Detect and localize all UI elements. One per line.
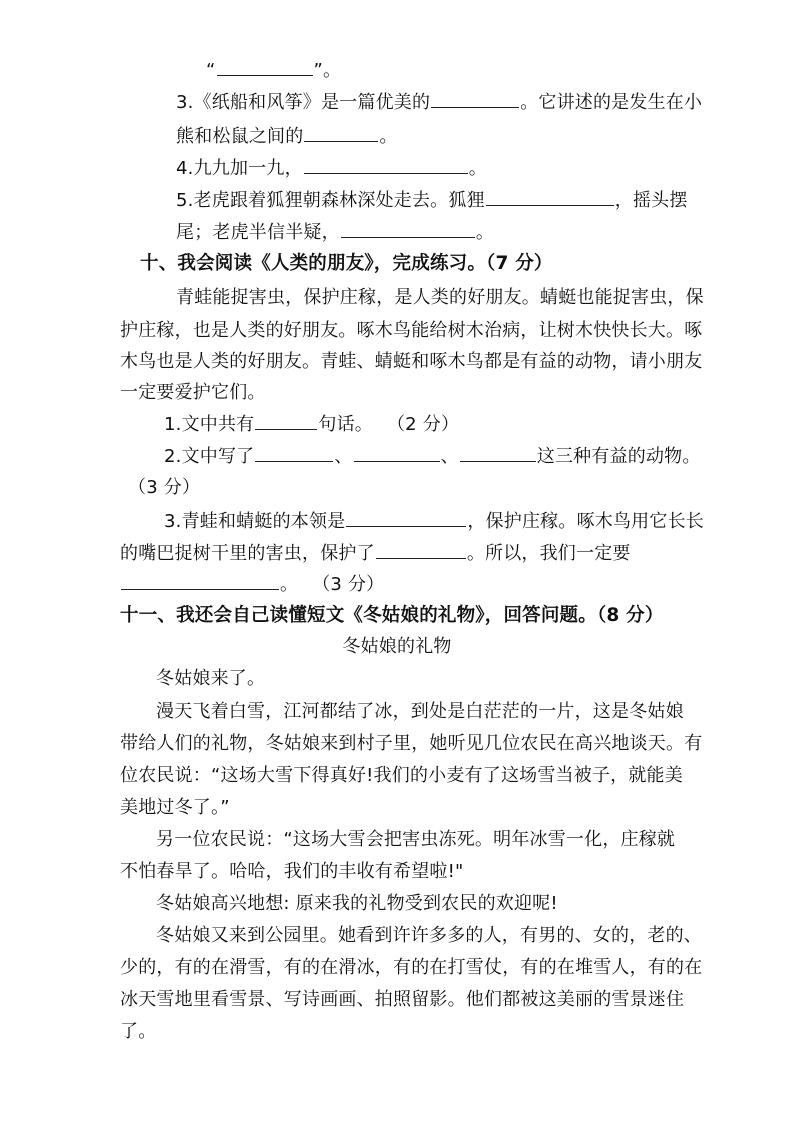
section11-heading: 十一、我还会自己读懂短文《冬姑娘的礼物》，回答问题。（8 分） — [120, 605, 664, 626]
answer-blank[interactable] — [121, 571, 279, 590]
answer-blank[interactable] — [304, 123, 378, 142]
q1-line — [164, 411, 459, 438]
q1-prefix: 1.文中共有 — [164, 414, 255, 435]
answer-blank[interactable] — [346, 508, 466, 527]
q1-suffix: 句话。 — [318, 414, 373, 435]
answer-blank[interactable] — [354, 443, 440, 462]
passage-line: 一定要爱护它们。 — [120, 382, 266, 403]
item3-middle: 。它讲述的是发生在小 — [520, 92, 703, 113]
quote-close: ”。 — [313, 60, 342, 81]
q2-prefix: 2.文中写了 — [164, 446, 255, 467]
item3-end: 。 — [379, 126, 398, 147]
item3-line2 — [176, 123, 398, 150]
item3-line1 — [176, 89, 702, 116]
item5-line1 — [176, 187, 688, 214]
story-line: 美地过冬了。” — [120, 797, 230, 818]
q3-middle: ，保护庄稼。啄木鸟用它长长 — [467, 511, 704, 532]
q3-line2-prefix: 的嘴巴捉树干里的害虫，保护了 — [120, 543, 375, 564]
q3-line2 — [120, 540, 631, 567]
q3-score: （3 分） — [312, 574, 385, 595]
answer-blank[interactable] — [376, 540, 466, 559]
q2-sep: 、 — [334, 446, 353, 467]
answer-blank[interactable] — [341, 219, 475, 238]
answer-blank[interactable] — [486, 187, 614, 206]
item5-middle: ，摇头摆 — [614, 190, 688, 211]
q2-suffix: 这三种有益的动物。 — [536, 446, 701, 467]
item4-line — [176, 155, 487, 182]
story-title: 冬姑娘的礼物 — [342, 636, 452, 657]
story-line: 冰天雪地里看雪景、写诗画画、拍照留影。他们都被这美丽的雪景迷住 — [120, 989, 685, 1010]
story-line: 少的，有的在滑雪，有的在滑冰，有的在打雪仗，有的在堆雪人，有的在 — [120, 957, 703, 978]
q3-prefix: 3.青蛙和蜻蜓的本领是 — [164, 511, 346, 532]
story-line: 了。 — [120, 1021, 157, 1042]
story-line: 位农民说：“这场大雪下得真好!我们的小麦有了这场雪当被子，就能美 — [120, 765, 683, 786]
q3-line3 — [120, 571, 384, 598]
quote-open: “ — [206, 60, 216, 81]
answer-blank[interactable] — [255, 443, 333, 462]
item5-line2 — [176, 219, 494, 246]
item5-line2-prefix: 尾；老虎半信半疑， — [176, 222, 340, 243]
item5-prefix: 5.老虎跟着狐狸朝森林深处走去。狐狸 — [176, 190, 485, 211]
story-line: 冬姑娘又来到公园里。她看到许许多多的人，有男的、女的，老的、 — [156, 925, 702, 946]
quote-fill-line — [206, 57, 341, 84]
q2-line — [164, 443, 701, 470]
passage-line: 护庄稼，也是人类的好朋友。啄木鸟能给树木治病，让树木快快长大。啄 — [120, 320, 703, 341]
item3-line2-prefix: 熊和松鼠之间的 — [176, 126, 304, 147]
answer-blank[interactable] — [217, 57, 313, 76]
item5-end: 。 — [475, 222, 495, 243]
story-line: 冬姑娘高兴地想: 原来我的礼物受到农民的欢迎呢! — [156, 893, 558, 914]
q3-line3-suffix: 。 — [280, 574, 299, 595]
q2-sep: 、 — [440, 446, 459, 467]
answer-blank[interactable] — [255, 411, 317, 430]
story-line: 带给人们的礼物，冬姑娘来到村子里，她听见几位农民在高兴地谈天。有 — [120, 733, 703, 754]
q1-score: （2 分） — [386, 414, 460, 435]
answer-blank[interactable] — [304, 155, 468, 174]
answer-blank[interactable] — [431, 89, 519, 108]
story-line: 漫天飞着白雪，江河都结了冰，到处是白茫茫的一片，这是冬姑娘 — [156, 701, 684, 722]
item3-prefix: 3.《纸船和风筝》是一篇优美的 — [176, 92, 431, 113]
story-line: 冬姑娘来了。 — [156, 668, 266, 689]
answer-blank[interactable] — [460, 443, 536, 462]
passage-line: 木鸟也是人类的好朋友。青蛙、蜻蜓和啄木鸟都是有益的动物，请小朋友 — [120, 351, 703, 372]
item4-prefix: 4.九九加一九， — [176, 158, 303, 179]
passage-line: 青蛙能捉害虫，保护庄稼，是人类的好朋友。蜻蜓也能捉害虫，保 — [176, 287, 704, 308]
story-line: 另一位农民说：“这场大雪会把害虫冻死。明年冰雪一化，庄稼就 — [156, 829, 676, 850]
story-line: 不怕春旱了。哈哈，我们的丰收有希望啦!" — [120, 861, 464, 882]
q3-line2-suffix: 。所以，我们一定要 — [466, 543, 631, 564]
q2-score: （3 分） — [128, 477, 201, 498]
q3-line1 — [164, 508, 704, 535]
item4-end: 。 — [468, 158, 487, 179]
section10-heading: 十、我会阅读《人类的朋友》，完成练习。（7 分） — [140, 253, 553, 274]
